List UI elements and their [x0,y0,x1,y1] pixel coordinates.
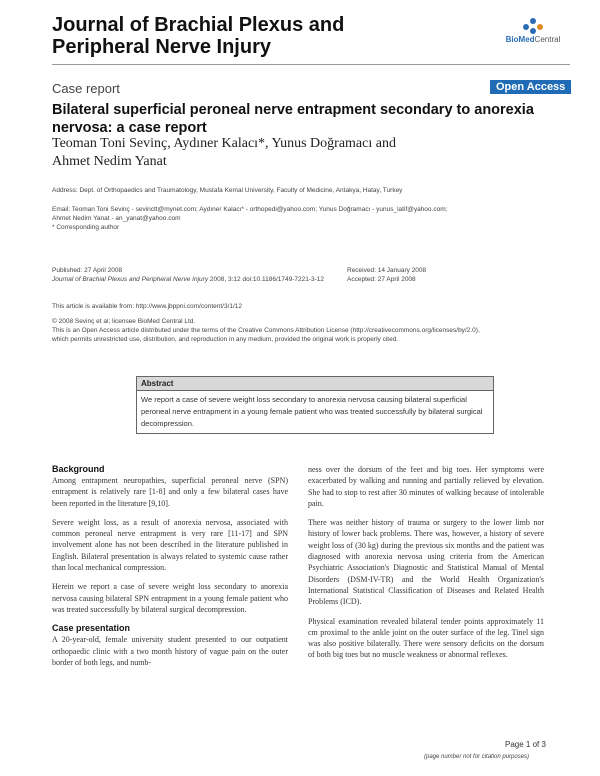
license-line1[interactable]: This is an Open Access article distributed under the terms of the Creative Commons Attribution License (http://creativecommons.org/licenses/by/2.0), [52,327,480,334]
journal-title-line1: Journal of Brachial Plexus and [52,14,345,36]
journal-title-line2: Peripheral Nerve Injury [52,36,271,58]
open-access-badge: Open Access [490,80,571,94]
publisher-name: BioMedCentral [505,35,561,44]
authors-line1: Teoman Toni Sevinç, Aydıner Kalacı*, Yunus Doğramacı and [52,136,396,151]
biomed-central-logo [497,18,569,44]
body-column-right [308,464,544,669]
paragraph: ness over the dorsum of the feet and big toes. Her symptoms were exacerbated by walking and running and partially relieved by elevation. She had to stop to rest after 30 minutes of walking because of intolerable pain. [308,465,544,508]
authors [52,135,512,171]
citation [52,275,342,284]
received-date: Received: 14 January 2008 [347,267,427,274]
page-number-note: (page number not for citation purposes) [424,754,530,760]
email-line2[interactable]: Ahmet Nedim Yanat - an_yanat@yahoo.com [52,215,181,222]
paragraph: Among entrapment neuropathies, superficial peroneal nerve (SPN) entrapment is relatively rare [1-8] and only a few bilateral cases have been reported in the literature [9,10]. [52,476,288,508]
abstract-heading: Abstract [137,377,493,391]
published-date: Published: 27 April 2008 [52,267,123,274]
journal-title [52,14,452,58]
header-divider [52,64,570,65]
case-presentation-heading: Case presentation [52,623,131,634]
authors-line2: Ahmet Nedim Yanat [52,154,167,169]
citation-volume: 2008, 3:12 [209,276,241,283]
paragraph: A 20-year-old, female university student presented to our outpatient orthopaedic clinic with a two month history of vague pain on the outer border of both legs, and numb- [52,635,288,667]
corresponding-author-note: * Corresponding author [52,224,120,231]
copyright: © 2008 Sevinç et al; licensee BioMed Central Ltd. [52,318,196,325]
abstract-text: We report a case of severe weight loss secondary to anorexia nervosa causing bilateral superficial peroneal nerve entrapment in a young female patient who was treated successfully by bilateral surgical decompression. [141,395,483,428]
biomed-dots-icon [520,18,546,34]
page-number: Page 1 of 3 [505,740,546,749]
email-line1[interactable]: Email: Teoman Toni Sevinç - sevinctt@mynet.com; Aydıner Kalacı* - orthopedi@yahoo.com; Yunus Doğramacı - yunus_latif@yahoo.com; [52,206,448,213]
citation-journal: Journal of Brachial Plexus and Peripheral Nerve Injury [52,276,209,283]
license-line2: which permits unrestricted use, distribution, and reproduction in any medium, provided the original work is properly cited. [52,336,399,343]
paragraph: Physical examination revealed bilateral tender points approximately 11 cm proximal to the ankle joint on the outer surface of the leg. Tinel sign was also positive bilaterally. There were sensory deficits on the dorsum of both big toes but no muscle weakness or abnormal reflexes. [308,616,544,660]
paragraph: Severe weight loss, as a result of anorexia nervosa, associated with common peroneal nerve entrapment is very rare [11-17] and SPN involvement alone has not been described in the literature published in English. Bilateral presentation is always related to systemic cause rather than local mechanical compression. [52,517,288,573]
paragraph: Herein we report a case of severe weight loss secondary to anorexia nervosa causing bilateral SPN entrapment in a young female patient who was treated successfully by bilateral surgical decompression. [52,582,288,614]
license [52,326,572,344]
abstract-box [136,376,494,434]
citation-doi[interactable]: doi:10.1186/1749-7221-3-12 [242,276,325,283]
article-type: Case report [52,81,120,96]
author-address: Address: Dept. of Orthopaedics and Traumatology, Mustafa Kemal University, Faculty of Medicine, Antakya, Hatay, Turkey [52,187,403,194]
paragraph: There was neither history of trauma or surgery to the lower limb nor history of lower back problems. There was, however, a history of severe weight loss of (30 kg) during the previous six months and the patient was diagnosed with anorexia nervosa using criteria from the American Psychiatric Association's Diagnostic and Statistical Manual of Mental Disorders (DSM-IV-TR) and the World Health Organization's International Statistical Classification of Diseases and Related Health Problems (ICD). [308,518,544,607]
background-heading: Background [52,464,105,474]
author-emails [52,205,572,223]
article-title: Bilateral superficial peroneal nerve entrapment secondary to anorexia nervosa: a case report [52,102,534,136]
accepted-date: Accepted: 27 April 2008 [347,276,416,283]
article-url[interactable]: This article is available from: http://www.jbppni.com/content/3/1/12 [52,303,243,310]
body-column-left [52,464,288,676]
